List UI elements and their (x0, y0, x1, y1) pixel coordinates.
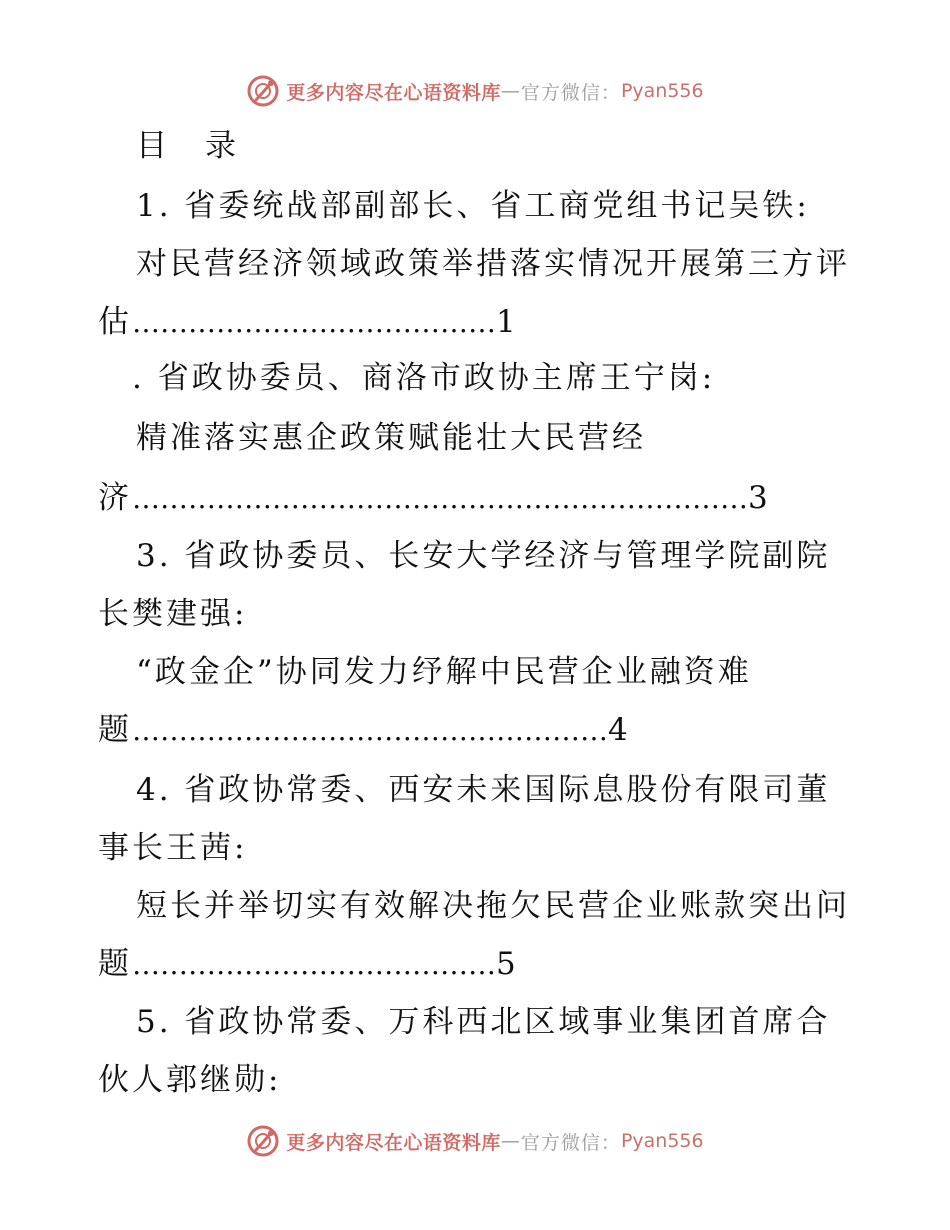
watermark-brand: 更多内容尽在心语资料库 (286, 1131, 501, 1154)
watermark-dash: — (500, 80, 521, 102)
toc-entry-4-page: 5 (496, 946, 516, 982)
brand-logo-icon (246, 74, 280, 108)
watermark-label: 官方微信： (520, 1131, 621, 1154)
toc-entry-4-heading: 4. 省政协常委、西安未来国际息股份有限司董 (136, 772, 831, 808)
header-watermark (0, 71, 950, 111)
toc-entry-3-subtitle-tail: 题 (98, 712, 132, 748)
watermark-brand: 更多内容尽在心语资料库 (286, 81, 501, 104)
toc-entry-2-subtitle: 精准落实惠企政策赋能壮大民营经 (136, 420, 646, 456)
toc-entry-3-subtitle-end[interactable] (98, 710, 628, 750)
toc-entry-3-leader: …………………………………………… (132, 714, 608, 747)
toc-entry-4-heading-cont: 事长王茜: (98, 830, 248, 866)
toc-entry-3-heading-cont: 长樊建强: (98, 596, 248, 632)
watermark-wechat-id: Pyan556 (620, 80, 704, 102)
toc-title (136, 126, 236, 166)
toc-entry-4-subtitle: 短长并举切实有效解决拖欠民营企业账款突出问 (136, 888, 850, 924)
toc-entry-1-leader: ………………………………… (132, 306, 496, 339)
toc-entry-2-leader: ………………………………………………………… (132, 482, 748, 515)
toc-entry-2-subtitle-tail: 济 (98, 480, 132, 516)
footer-watermark (0, 1121, 950, 1161)
toc-entry-2-subtitle-end[interactable] (98, 478, 768, 518)
brand-logo-icon (246, 1124, 280, 1158)
toc-entry-2-page: 3 (748, 480, 768, 516)
toc-entry-3-page: 4 (608, 712, 628, 748)
toc-entry-5-heading-cont: 伙人郭继勋: (98, 1062, 282, 1098)
watermark-label: 官方微信： (520, 81, 621, 104)
toc-entry-5-heading: 5. 省政协常委、万科西北区域事业集团首席合 (136, 1004, 831, 1040)
toc-entry-2-heading: . 省政协委员、商洛市政协主席王宁岗: (132, 360, 716, 396)
toc-entry-4-subtitle-tail: 题 (98, 946, 132, 982)
toc-entry-3-heading: 3. 省政协委员、长安大学经济与管理学院副院 (136, 538, 831, 574)
toc-entry-1-heading: 1. 省委统战部副部长、省工商党组书记吴铁: (136, 188, 810, 224)
toc-entry-1-subtitle: 对民营经济领域政策举措落实情况开展第三方评 (136, 246, 850, 282)
toc-entry-4-leader: ………………………………… (132, 948, 496, 981)
watermark-dash: — (500, 1130, 521, 1152)
toc-entry-1-page: 1 (496, 304, 516, 340)
toc-title-right: 录 (205, 128, 236, 164)
toc-entry-1-subtitle-tail: 估 (98, 304, 132, 340)
watermark-wechat-id: Pyan556 (620, 1130, 704, 1152)
toc-title-left: 目 (136, 128, 167, 164)
toc-entry-4-subtitle-end[interactable] (98, 944, 516, 984)
toc-entry-1-subtitle-end[interactable] (98, 302, 516, 342)
toc-entry-3-subtitle: “政金企”协同发力纾解中民营企业融资难 (136, 654, 752, 690)
